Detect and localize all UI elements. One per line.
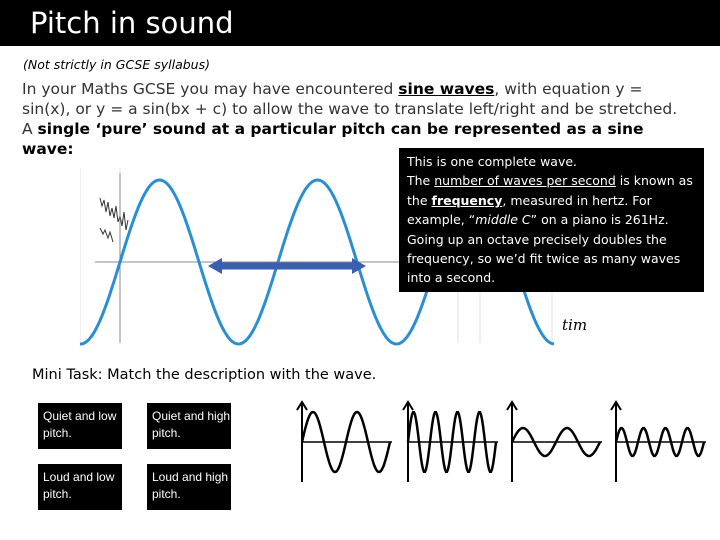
card-label: Quiet and high pitch.	[152, 409, 231, 440]
info-text-3: , measured in hertz. For example, “	[407, 192, 652, 228]
mini-task-text: : Match the description with the wave.	[97, 367, 377, 383]
info-paragraph	[407, 171, 704, 287]
wave-option-4[interactable]	[608, 400, 708, 485]
intro-text-2: , with equation y = sin(x), or y = a sin(bx + c) to allow the wave to translate left/right and be stretched. A	[22, 80, 678, 138]
wave-option-1[interactable]	[294, 400, 394, 485]
title-bar	[0, 0, 720, 46]
card-label: Loud and high pitch.	[152, 470, 229, 501]
time-axis-label: tim	[562, 316, 588, 334]
info-frequency: frequency	[431, 192, 503, 208]
intro-paragraph	[22, 79, 692, 159]
info-text-4: ” on a piano is 261Hz. Going up an octave precisely doubles the frequency, so we’d fit twice as many waves into a second.	[407, 212, 681, 286]
page-title: Pitch in sound	[30, 6, 234, 40]
intro-text-1: In your Maths GCSE you may have encountered	[22, 80, 399, 98]
info-middle-c: middle C	[475, 212, 531, 228]
mini-task-label: Mini Task	[32, 367, 98, 383]
mini-task-instruction	[32, 367, 376, 383]
intro-text-4: :	[67, 140, 74, 158]
card-label: Loud and low pitch.	[43, 470, 115, 501]
info-waves-per-second: number of waves per second	[434, 173, 616, 189]
card-label: Quiet and low pitch.	[43, 409, 117, 440]
card-quiet-low[interactable]	[38, 403, 122, 449]
wave-option-3[interactable]	[504, 400, 604, 485]
intro-sine-waves: sine waves	[398, 80, 495, 98]
info-line-1: This is one complete wave.	[407, 154, 578, 169]
wavelength-arrow	[208, 258, 366, 274]
info-box	[399, 148, 704, 292]
intro-text-3: single ‘pure’ sound at a particular pitch can be represented as a sine wave	[22, 120, 644, 158]
card-loud-high[interactable]	[147, 464, 231, 510]
info-text-2: is known as the	[407, 173, 693, 208]
card-loud-low[interactable]	[38, 464, 122, 510]
wave-option-2[interactable]	[400, 400, 500, 485]
info-text-1: The	[407, 173, 435, 189]
card-quiet-high[interactable]	[147, 403, 231, 449]
graph-noise-marks	[100, 198, 128, 242]
subtitle: (Not strictly in GCSE syllabus)	[23, 57, 210, 72]
